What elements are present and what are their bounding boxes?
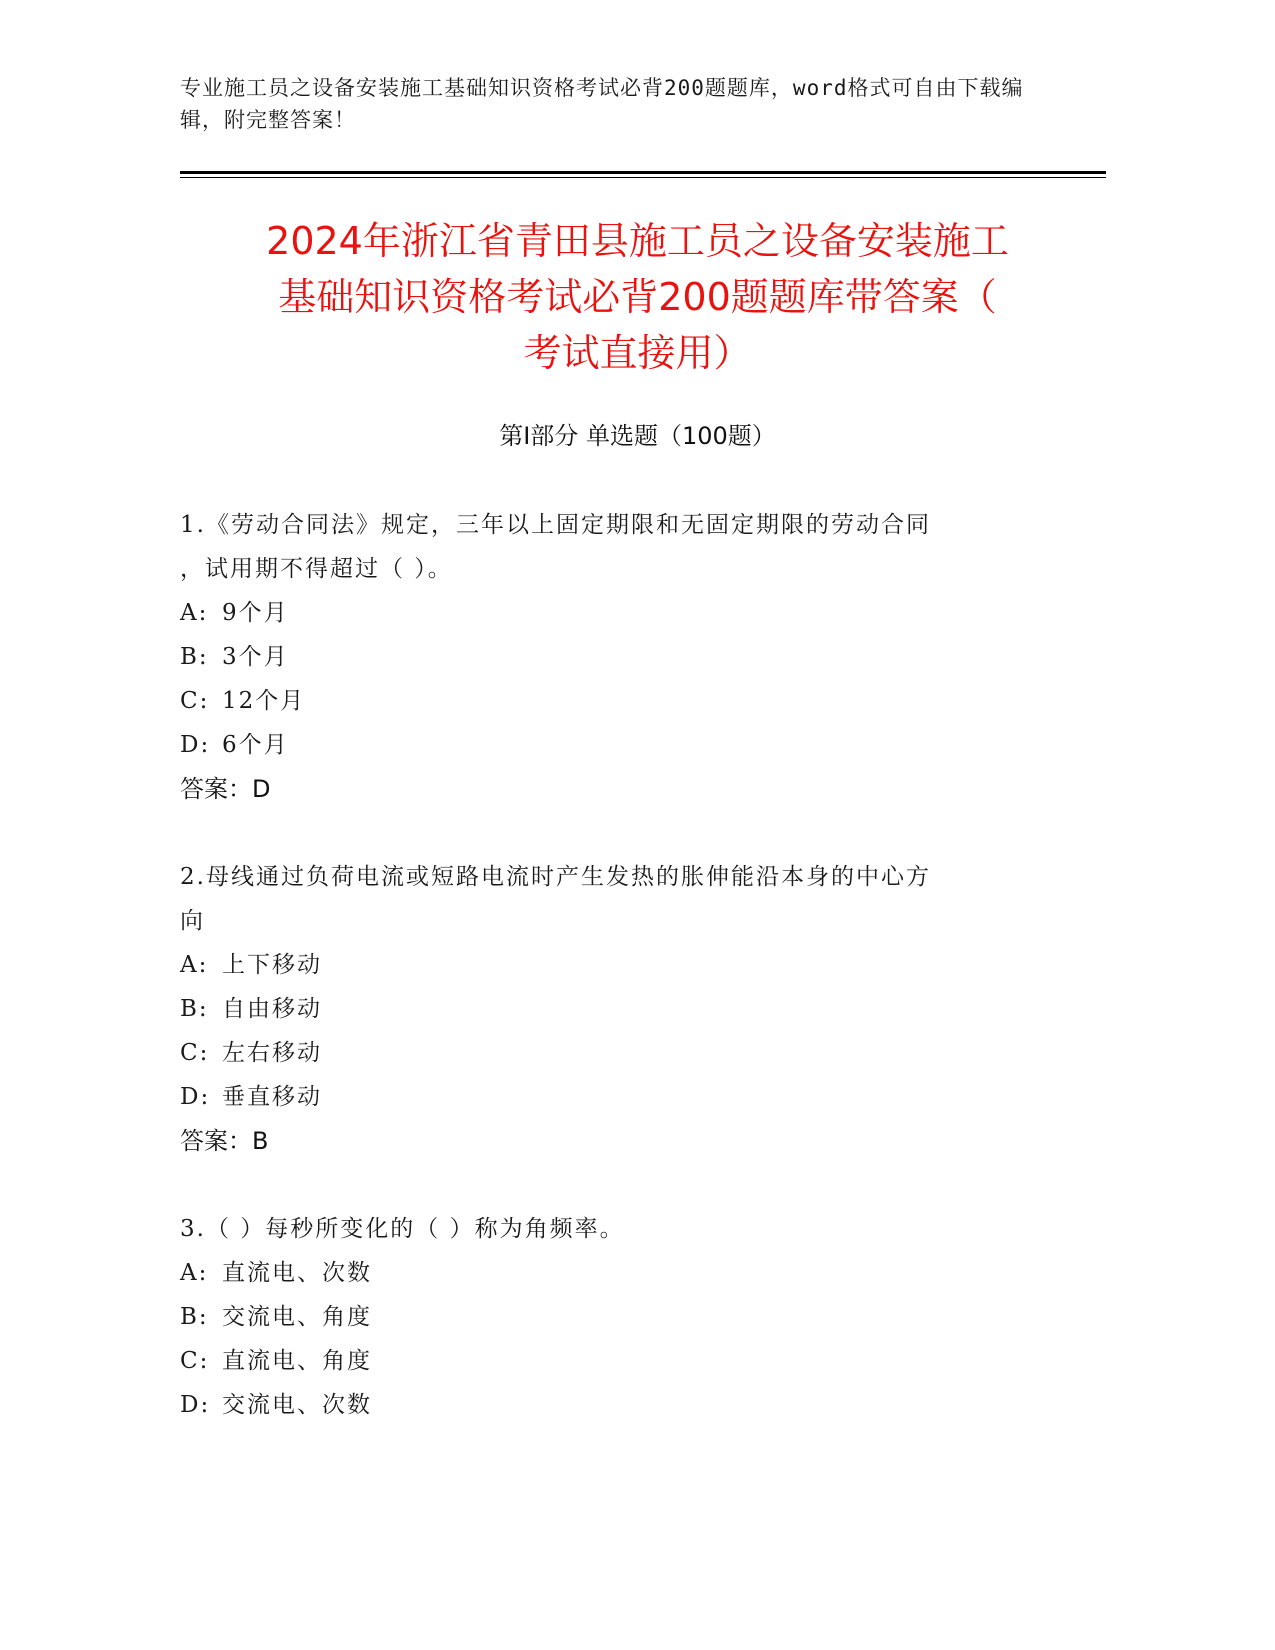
header-rule-thick: [180, 171, 1106, 174]
option-a: [180, 591, 1030, 635]
option-letter: C:: [180, 1040, 210, 1066]
option-b: [180, 987, 1030, 1031]
option-letter: D:: [180, 732, 211, 758]
option-letter: D:: [180, 1084, 211, 1110]
option-letter: B:: [180, 1304, 209, 1330]
option-d: [180, 1075, 1030, 1119]
option-b: [180, 1295, 1030, 1339]
option-text: 左右移动: [222, 1040, 322, 1066]
question-text-line: 3.（ ）每秒所变化的（ ）称为角频率。: [180, 1216, 625, 1242]
option-text: 12个月: [222, 688, 306, 714]
question-text-line: 2.母线通过负荷电流或短路电流时产生发热的胀伸能沿本身的中心方: [180, 864, 931, 890]
question-list: [180, 503, 1030, 1471]
answer-prefix: 答案：: [180, 1127, 252, 1155]
option-letter: A:: [180, 952, 209, 978]
option-text: 直流电、角度: [222, 1348, 372, 1374]
question-3: [180, 1207, 1030, 1427]
section-title: 第Ⅰ部分 单选题（100题）: [499, 422, 776, 450]
option-text: 3个月: [222, 644, 289, 670]
option-text: 交流电、角度: [222, 1304, 372, 1330]
option-text: 交流电、次数: [222, 1392, 372, 1418]
option-letter: C:: [180, 1348, 210, 1374]
option-letter: D:: [180, 1392, 211, 1418]
option-text: 自由移动: [222, 996, 322, 1022]
option-a: [180, 1251, 1030, 1295]
option-letter: A:: [180, 1260, 209, 1286]
document-title: [140, 213, 1135, 381]
title-line: 2024年浙江省青田县施工员之设备安装施工: [266, 219, 1009, 263]
title-line: 考试直接用）: [523, 331, 752, 375]
option-text: 垂直移动: [222, 1084, 322, 1110]
option-c: [180, 679, 1030, 723]
header-rule-thin: [180, 177, 1106, 178]
option-text: 直流电、次数: [222, 1260, 372, 1286]
question-1: [180, 503, 1030, 811]
title-line: 基础知识资格考试必背200题题库带答案（: [278, 275, 997, 319]
option-letter: B:: [180, 996, 209, 1022]
option-text: 9个月: [222, 600, 289, 626]
option-b: [180, 635, 1030, 679]
answer: [180, 1119, 1030, 1163]
question-text-line: 1.《劳动合同法》规定，三年以上固定期限和无固定期限的劳动合同: [180, 512, 931, 538]
option-letter: B:: [180, 644, 209, 670]
option-letter: C:: [180, 688, 210, 714]
option-c: [180, 1031, 1030, 1075]
answer-value: B: [252, 1127, 269, 1155]
option-text: 6个月: [222, 732, 289, 758]
option-a: [180, 943, 1030, 987]
answer-value: D: [252, 775, 271, 803]
question-2: [180, 855, 1030, 1163]
question-text-line: 向: [180, 908, 205, 934]
answer: [180, 767, 1030, 811]
option-d: [180, 723, 1030, 767]
option-text: 上下移动: [222, 952, 322, 978]
question-text-line: ，试用期不得超过（ ）。: [180, 556, 453, 582]
header-note: 专业施工员之设备安装施工基础知识资格考试必背200题题库，word格式可自由下载编辑，附完整答案！: [180, 76, 1024, 132]
option-d: [180, 1383, 1030, 1427]
answer-prefix: 答案：: [180, 775, 252, 803]
option-letter: A:: [180, 600, 209, 626]
option-c: [180, 1339, 1030, 1383]
